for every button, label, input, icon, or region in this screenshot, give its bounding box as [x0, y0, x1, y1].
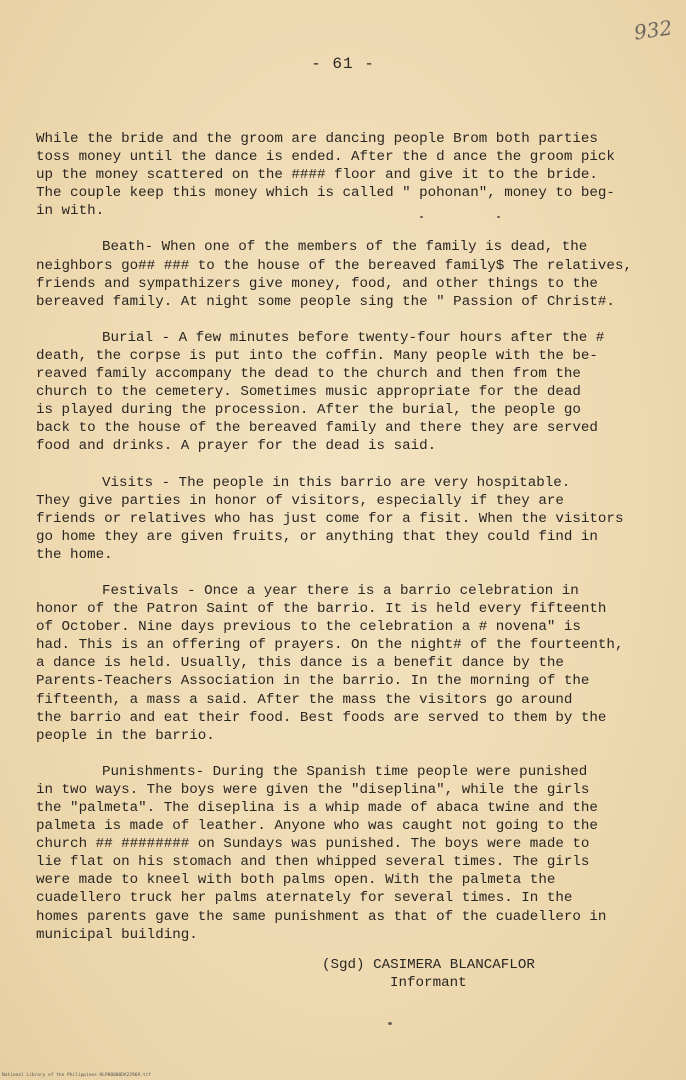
signature-name: (Sgd) CASIMERA BLANCAFLOR: [322, 957, 535, 973]
paragraph-festivals: [36, 582, 656, 745]
paragraph-visits: [36, 474, 656, 564]
paragraph-visits-text: Visits - The people in this barrio are very hospitable. They give parties in honor of visitors, especially if they are friends or relatives who has just come for a fisit. When the visitors go home they are given fruits, or anything that they could find in the home.: [36, 474, 624, 563]
document-body: [36, 130, 656, 962]
paragraph-burial-text: Burial - A few minutes before twenty-four hours after the # death, the corpse is put into the coffin. Many people with the be- reaved family accompany the dead to the church and then from the church to the cemetery. Sometimes music appropriate for the dead is played during the procession. After the burial, the people go back to the house of the bereaved family and there they are served food and drinks. A prayer for the dead is said.: [36, 329, 605, 455]
paragraph-death: [36, 238, 656, 310]
paragraph-wedding-money: While the bride and the groom are dancing people Brom both parties toss money until the dance is ended. After the d ance the groom pick up the money scattered on the #### floor and give it to the bride. The couple keep this money which is called " pohonan", money to beg- in with.: [36, 131, 615, 220]
ink-speck: [497, 216, 500, 218]
signature-role: Informant: [390, 975, 467, 991]
ink-speck: [388, 1022, 392, 1025]
signature-block: [322, 956, 535, 992]
paragraph-punishments-text: Punishments- During the Spanish time people were punished in two ways. The boys were given the "diseplina", while the girls the "palmeta". The diseplina is a whip made of abaca twine and the palmeta is made of leather. Anyone who was caught not going to the church ## ######## on Sundays was punished. The boys were made to lie flat on his stomach and then whipped several times. The girls were made to kneel with both palms open. With the palmeta the cuadellero truck her palms aternately for several times. In the homes parents gave the same punishment as that of the cuadellero in municipal building.: [36, 763, 607, 943]
paragraph-burial: [36, 329, 656, 456]
ink-speck: [420, 216, 423, 218]
paragraph-punishments: [36, 763, 656, 944]
handwritten-page-mark: 932: [632, 15, 674, 45]
paragraph-death-text: Beath- When one of the members of the family is dead, the neighbors go## ### to the house of the bereaved family$ The relatives, friends and sympathizers give money, food, and other things to the bereaved family. At night some people sing the " Passion of Christ#.: [36, 239, 632, 310]
archive-footer: National Library of the Philippines HLP00000DA22969.tif: [2, 1073, 152, 1078]
page-number: - 61 -: [311, 55, 375, 73]
paragraph-festivals-text: Festivals - Once a year there is a barrio celebration in honor of the Patron Saint of the barrio. It is held every fifteenth of October. Nine days previous to the celebration a # novena" is had. This is an offering of prayers. On the night# of the fourteenth, a dance is held. Usually, this dance is a benefit dance by the Parents-Teachers Association in the barrio. In the morning of the fifteenth, a mass a said. After the mass the visitors go around the barrio and eat their food. Best foods are served to them by the people in the barrio.: [36, 582, 624, 744]
